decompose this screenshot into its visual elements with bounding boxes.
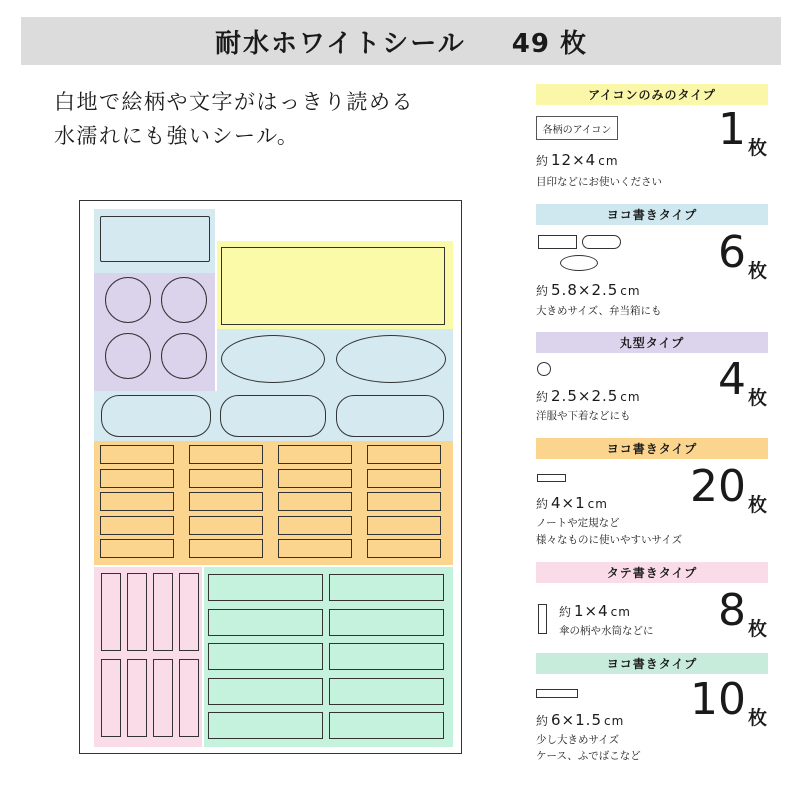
zone-icon-sticker [94,209,215,273]
type-size-horizontal-small: 約 4×1 cm [536,494,608,512]
type-count-horizontal-medium: 10 [690,674,746,725]
header-bar [21,17,781,65]
small-rect-sticker [278,492,352,511]
vertical-sticker [179,659,199,737]
medium-rect-sticker [329,643,444,670]
type-band-horizontal-medium: ヨコ書きタイプ [536,653,768,674]
small-rect-sticker [367,492,441,511]
type-band-round: 丸型タイプ [536,332,768,353]
type-count-round: 4 [718,354,746,405]
rounded-sticker [101,395,211,437]
small-rect-sticker [367,445,441,464]
oval-sticker [221,335,325,383]
zone-vertical-stickers [94,567,202,747]
type-band-icon: アイコンのみのタイプ [536,84,768,105]
sample-oval-sticker [560,255,598,271]
zone-medium-horizontal-stickers [204,567,453,747]
sample-round-sticker [537,362,551,376]
vertical-sticker [179,573,199,651]
small-rect-sticker [189,492,263,511]
type-size-horizontal-large: 約 5.8×2.5 cm [536,281,641,299]
small-rect-sticker [189,539,263,558]
type-note-vertical: 傘の柄や水筒などに [559,625,654,637]
type-count-horizontal-small: 20 [690,461,746,512]
small-rect-sticker [189,445,263,464]
medium-rect-sticker [208,712,323,739]
sample-rect-sticker [538,235,577,249]
zone-large-horizontal-stickers [217,329,453,391]
icon-sample-box: 各柄のアイコン [536,116,618,140]
round-sticker [161,333,207,379]
small-rect-sticker [189,516,263,535]
count-unit: 枚 [748,494,768,516]
small-rect-sticker [367,539,441,558]
type-note-round: 洋服や下着などにも [536,410,631,422]
icon-sticker [100,216,210,262]
type-note-horizontal-large: 大きめサイズ、弁当箱にも [536,305,662,317]
header-title: 耐水ホワイトシール [215,28,466,59]
small-rect-sticker [367,516,441,535]
description-line-2: 水濡れにも強いシール。 [54,124,300,148]
large-sticker [221,247,445,325]
vertical-sticker [101,573,121,651]
type-size-round: 約 2.5×2.5 cm [536,387,641,405]
oval-sticker [336,335,446,383]
description-line-1: 白地で絵柄や文字がはっきり読める [54,90,414,114]
type-note-horizontal-medium-2: ケース、ふでばこなど [536,750,641,762]
vertical-sticker [127,573,147,651]
zone-small-horizontal-stickers [94,441,453,565]
vertical-sticker [153,573,173,651]
sample-rounded-sticker [582,235,621,249]
type-band-horizontal-large: ヨコ書きタイプ [536,204,768,225]
zone-large-sticker [217,241,453,329]
round-sticker [105,333,151,379]
count-unit: 枚 [748,137,768,159]
rounded-sticker [336,395,444,437]
type-count-icon: 1 [718,104,746,155]
medium-rect-sticker [329,609,444,636]
type-count-vertical: 8 [718,585,746,636]
small-rect-sticker [278,445,352,464]
round-sticker [105,277,151,323]
small-rect-sticker [100,516,174,535]
small-rect-sticker [100,445,174,464]
type-size-horizontal-medium: 約 6×1.5 cm [536,711,625,729]
medium-rect-sticker [208,678,323,705]
count-unit: 枚 [748,260,768,282]
vertical-sticker [127,659,147,737]
small-rect-sticker [100,539,174,558]
medium-rect-sticker [329,678,444,705]
small-rect-sticker [100,469,174,488]
sample-medium-rect-sticker [536,689,578,698]
type-note-horizontal-small-1: ノートや定規など [536,517,620,529]
type-band-vertical: タテ書きタイプ [536,562,768,583]
small-rect-sticker [278,539,352,558]
small-rect-sticker [278,516,352,535]
count-unit: 枚 [748,707,768,729]
type-size-vertical: 約 1×4 cm [559,602,631,620]
count-unit: 枚 [748,387,768,409]
vertical-sticker [101,659,121,737]
sticker-sheet [79,200,462,754]
medium-rect-sticker [329,574,444,601]
zone-round-stickers [94,273,215,391]
medium-rect-sticker [329,712,444,739]
medium-rect-sticker [208,574,323,601]
type-band-horizontal-small: ヨコ書きタイプ [536,438,768,459]
zone-rounded-stickers [94,391,453,441]
medium-rect-sticker [208,609,323,636]
small-rect-sticker [100,492,174,511]
medium-rect-sticker [208,643,323,670]
type-note-horizontal-small-2: 様々なものに使いやすいサイズ [536,534,683,546]
type-note-icon: 目印などにお使いください [536,176,662,188]
type-size-icon: 約 12×4 cm [536,151,619,169]
small-rect-sticker [278,469,352,488]
small-rect-sticker [367,469,441,488]
type-note-horizontal-medium-1: 少し大きめサイズ [536,734,620,746]
sample-small-rect-sticker [537,474,566,482]
small-rect-sticker [189,469,263,488]
sample-vertical-sticker [538,604,547,634]
type-count-horizontal-large: 6 [718,227,746,278]
header-count: 49 枚 [511,28,587,59]
count-unit: 枚 [748,618,768,640]
rounded-sticker [220,395,326,437]
round-sticker [161,277,207,323]
vertical-sticker [153,659,173,737]
